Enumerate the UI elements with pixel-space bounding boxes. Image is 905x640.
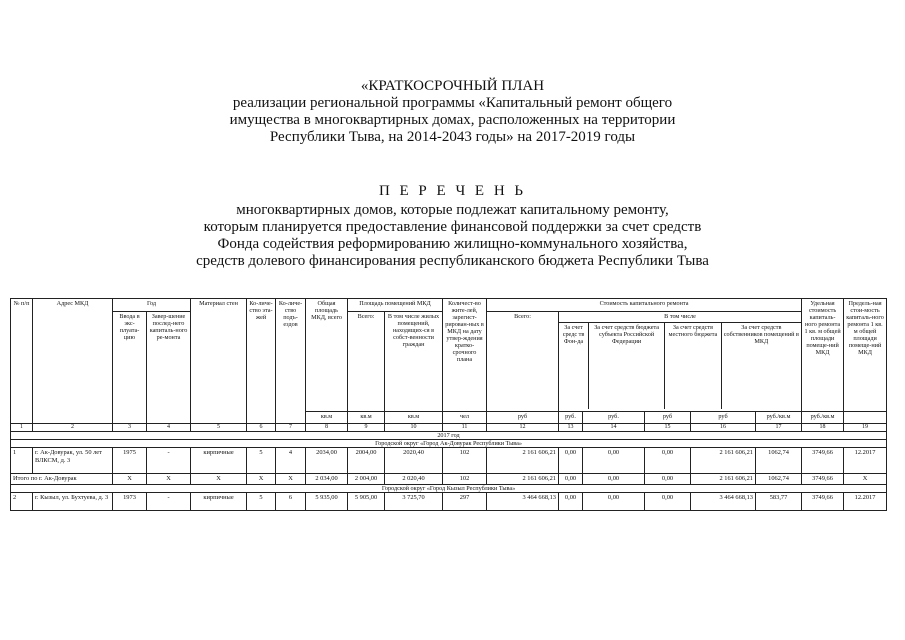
row-cost-subject: 0,00 — [583, 448, 645, 474]
header-residents: Количест-во жите-лей, зарегист-рирован-ных в МКД на дату утвер-ждения кратко-срочного плана — [443, 299, 487, 412]
row-max-cost: 3749,66 — [802, 448, 844, 474]
total-cost-local: 0,00 — [645, 474, 691, 485]
header-year: Год — [113, 299, 191, 312]
row-area-residential: 3 725,70 — [385, 492, 443, 510]
row-cost-fund: 0,00 — [559, 492, 583, 510]
unit-cell: руб — [645, 412, 691, 424]
total-entrances: X — [276, 474, 306, 485]
row-residents: 102 — [443, 448, 487, 474]
section-year: 2017 год — [11, 432, 887, 440]
total-residents: 102 — [443, 474, 487, 485]
header-including-grid — [559, 323, 801, 409]
row-cost-total: 2 161 606,21 — [487, 448, 559, 474]
column-number: 13 — [559, 424, 583, 432]
table-row — [11, 448, 887, 474]
header-year-last-repair: Завер-шение послед-него капиталь-ного ре-монта — [147, 312, 191, 424]
district-name: Городской округ «Город Кызыл Республики Тыва» — [11, 484, 887, 492]
row-cost-owners: 3 464 668,13 — [691, 492, 756, 510]
column-number: 8 — [306, 424, 348, 432]
section-year-row — [11, 432, 887, 440]
row-cost-local: 0,00 — [645, 448, 691, 474]
header-area-total: Всего: — [348, 312, 385, 412]
row-floors: 5 — [247, 448, 276, 474]
total-cost-owners: 2 161 606,21 — [691, 474, 756, 485]
plan-title-line: имущества в многоквартирных домах, расположенных на территории — [229, 112, 676, 128]
column-number: 16 — [691, 424, 756, 432]
header-unit-cost: Удельная стоимость капиталь-ного ремонта 1 кв. м общей площади помеще-ний МКД — [802, 299, 844, 412]
header-cost-fund: За счет средс тв Фон-да — [559, 323, 588, 409]
header-area-premises: Площадь помещений МКД — [348, 299, 443, 312]
row-unit-cost: 1062,74 — [756, 448, 802, 474]
housing-table — [10, 298, 887, 511]
column-number: 17 — [756, 424, 802, 432]
total-year: X — [113, 474, 147, 485]
column-number: 9 — [348, 424, 385, 432]
row-area-total: 2004,00 — [348, 448, 385, 474]
column-number: 6 — [247, 424, 276, 432]
total-cost-fund: 0,00 — [559, 474, 583, 485]
header-cost: Стоимость капитального ремонта — [487, 299, 802, 312]
row-year: 1973 — [113, 492, 147, 510]
row-date: 12.2017 — [844, 448, 887, 474]
list-heading: П Е Р Е Ч Е Н Ь — [378, 183, 527, 199]
plan-title-line: Республики Тыва, на 2014-2043 годы» на 2017-2019 годы — [269, 129, 636, 145]
column-number: 2 — [33, 424, 113, 432]
total-label: Итого по г. Ак-Довурак — [11, 474, 113, 485]
row-max-cost: 3749,66 — [802, 492, 844, 510]
column-number: 11 — [443, 424, 487, 432]
column-number: 14 — [583, 424, 645, 432]
row-area-total: 5 905,00 — [348, 492, 385, 510]
total-area-residential: 2 020,40 — [385, 474, 443, 485]
column-number: 3 — [113, 424, 147, 432]
row-cost-local: 0,00 — [645, 492, 691, 510]
column-number: 18 — [802, 424, 844, 432]
row-total-area: 2034,00 — [306, 448, 348, 474]
header-floors: Ко-личе-ство эта-жей — [247, 299, 276, 424]
list-title-line: которым планируется предоставление финансовой поддержки за счет средств — [203, 219, 702, 235]
plan-title-line: «КРАТКОСРОЧНЫЙ ПЛАН — [360, 78, 545, 94]
total-floors: X — [247, 474, 276, 485]
row-num: 2 — [11, 492, 33, 510]
list-title-line: Фонда содействия реформированию жилищно-коммунального хозяйства, — [217, 236, 688, 252]
column-number: 15 — [645, 424, 691, 432]
header-year-commissioning: Ввода в экс-плуата-цию — [113, 312, 147, 424]
row-area-residential: 2020,40 — [385, 448, 443, 474]
unit-cell: руб./кв.м — [756, 412, 802, 424]
row-date: 12.2017 — [844, 492, 887, 510]
unit-cell: кв.м — [306, 412, 348, 424]
plan-title — [0, 78, 905, 146]
row-total-area: 5 935,00 — [306, 492, 348, 510]
list-title-line: многоквартирных домов, которые подлежат капитальному ремонту, — [236, 202, 669, 218]
total-unit-cost: 1062,74 — [756, 474, 802, 485]
row-material: кирпичные — [191, 492, 247, 510]
total-cost-subject: 0,00 — [583, 474, 645, 485]
row-cost-fund: 0,00 — [559, 448, 583, 474]
header-cost-local: За счет средств местного бюджета — [665, 323, 722, 409]
row-residents: 297 — [443, 492, 487, 510]
unit-cell: кв.м — [348, 412, 385, 424]
header-cost-subject: За счет средств бюджета субъекта Российской Федерации — [589, 323, 665, 409]
total-total-area: 2 034,00 — [306, 474, 348, 485]
header-row — [11, 299, 887, 312]
row-num: 1 — [11, 448, 33, 474]
row-cost-total: 3 464 668,13 — [487, 492, 559, 510]
unit-cell: чел — [443, 412, 487, 424]
district-row — [11, 484, 887, 492]
column-number: 10 — [385, 424, 443, 432]
total-row — [11, 474, 887, 485]
row-floors: 5 — [247, 492, 276, 510]
unit-cell: руб — [691, 412, 756, 424]
list-title — [0, 183, 905, 270]
plan-title-line: реализации региональной программы «Капитальный ремонт общего — [232, 95, 673, 111]
unit-cell: руб — [487, 412, 559, 424]
row-address: г. Ак-Довурак, ул. 50 лет ВЛКСМ, д. 3 — [33, 448, 113, 474]
column-number: 5 — [191, 424, 247, 432]
row-year: 1975 — [113, 448, 147, 474]
header-cost-owners: За счет средств собственников помещений в МКД — [723, 324, 799, 345]
header-cost-total: Всего: — [487, 312, 559, 412]
column-number: 1 — [11, 424, 33, 432]
row-last-repair: - — [147, 492, 191, 510]
row-material: кирпичные — [191, 448, 247, 474]
row-entrances: 4 — [276, 448, 306, 474]
unit-cell: кв.м — [385, 412, 443, 424]
header-area-residential: В том числе жилых помещений, находящих-ся в собст-венности граждан — [385, 312, 443, 412]
district-name: Городской округ «Город Ак-Довурак Республики Тыва» — [11, 440, 887, 448]
total-date: X — [844, 474, 887, 485]
unit-cell: руб. — [583, 412, 645, 424]
column-number: 12 — [487, 424, 559, 432]
total-cost-total: 2 161 606,21 — [487, 474, 559, 485]
list-title-line: средств долевого финансирования республиканского бюджета Республики Тыва — [196, 253, 709, 269]
header-wall-material: Материал стен — [191, 299, 247, 424]
header-entrances: Ко-личе-ство подъ-ездов — [276, 299, 306, 424]
row-entrances: 6 — [276, 492, 306, 510]
row-cost-owners: 2 161 606,21 — [691, 448, 756, 474]
header-max-cost: Предель-ная стои-мость капиталь-ного ремонта 1 кв. м общей площади помеще-ний МКД — [844, 299, 887, 412]
unit-cell: руб./кв.м — [802, 412, 844, 424]
row-address: г. Кызыл, ул. Бухтуева, д. 3 — [33, 492, 113, 510]
column-number: 4 — [147, 424, 191, 432]
table-row — [11, 492, 887, 510]
column-number: 19 — [844, 424, 887, 432]
row-cost-subject: 0,00 — [583, 492, 645, 510]
total-area-total: 2 004,00 — [348, 474, 385, 485]
column-number-row — [11, 424, 887, 432]
total-material: X — [191, 474, 247, 485]
column-number: 7 — [276, 424, 306, 432]
header-num: № п/п — [11, 299, 33, 424]
unit-cell: руб. — [559, 412, 583, 424]
header-including-cell — [559, 312, 802, 412]
total-max-cost: 3749,66 — [802, 474, 844, 485]
district-row — [11, 440, 887, 448]
header-address: Адрес МКД — [33, 299, 113, 424]
header-total-area: Общая площадь МКД, всего — [306, 299, 348, 412]
row-last-repair: - — [147, 448, 191, 474]
total-last-repair: X — [147, 474, 191, 485]
row-unit-cost: 583,77 — [756, 492, 802, 510]
header-including: В том числе — [559, 312, 801, 323]
